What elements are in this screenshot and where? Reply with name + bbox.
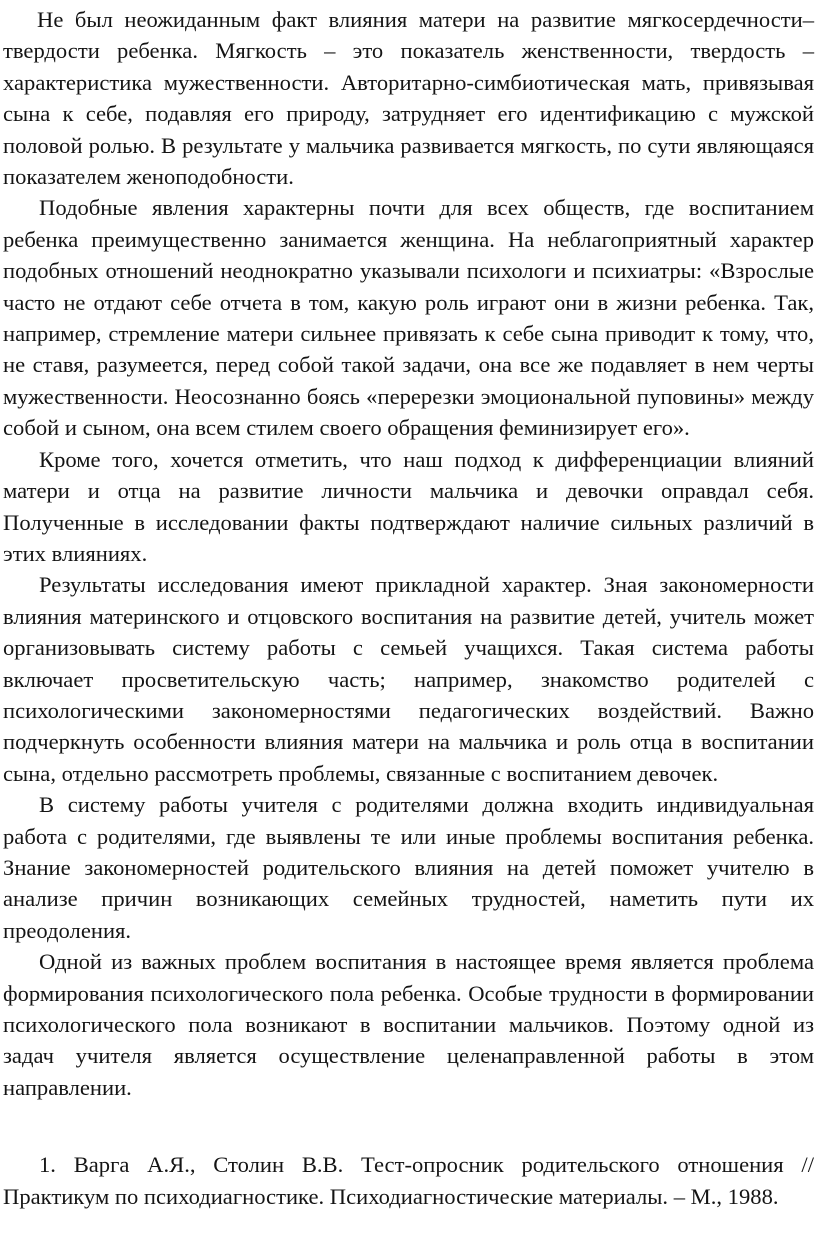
paragraph-5: В систему работы учителя с родителями должна входить индивидуальная работа с родителями, где выявлены те или иные проблемы воспитания ребенка. Знание закономерностей родительского влияния на детей поможет учителю в анализе причин возникающих семейных трудностей, наметить пути их преодоления. [3,792,814,943]
section-gap [3,1103,814,1149]
paragraph-2: Подобные явления характерны почти для всех обществ, где воспитанием ребенка преимущественно занимается женщина. На неблагоприятный характер подобных отношений неоднократно указывали психологи и психиатры: «Взрослые часто не отдают себе отчета в том, какую роль играют они в жизни ребенка. Так, например, стремление матери сильнее привязать к себе сына приводит к тому, что, не ставя, разумеется, перед собой такой задачи, она все же подавляет в нем черты мужественности. Неосознанно боясь «перерезки эмоциональной пуповины» между собой и сыном, она всем стилем своего обращения феминизирует его». [3,195,814,441]
reference-item-1: 1. Варга А.Я., Столин В.В. Тест-опросник родительского отношения // Практикум по психодиагностике. Психодиагностические материалы. – М., 1988. [3,1152,814,1209]
paragraph-1: Не был неожиданным факт влияния матери на развитие мягкосердечности–твердости ребенка. Мягкость – это показатель женственности, твердость – характеристика мужественности. Авторитарно-симбиотическая мать, привязывая сына к себе, подавляя его природу, затрудняет его идентификацию с мужской половой ролью. В результате у мальчика развивается мягкость, по сути являющаяся показателем женоподобности. [3,7,814,190]
paragraph-3: Кроме того, хочется отметить, что наш подход к дифференциации влияний матери и отца на развитие личности мальчика и девочки оправдал себя. Полученные в исследовании факты подтверждают наличие сильных различий в этих влияниях. [3,446,814,566]
paragraph-4: Результаты исследования имеют прикладной характер. Зная закономерности влияния материнского и отцовского воспитания на развитие детей, учитель может организовывать систему работы с семьей учащихся. Такая система работы включает просветительскую часть; например, знакомство родителей с психологическими закономерностями педагогических воздействий. Важно подчеркнуть особенности влияния матери на мальчика и роль отца в воспитании сына, отдельно рассмотреть проблемы, связанные с воспитанием девочек. [3,572,814,786]
paragraph-6: Одной из важных проблем воспитания в настоящее время является проблема формирования психологического пола ребенка. Особые трудности в формировании психологического пола возникают в воспитании мальчиков. Поэтому одной из задач учителя является осуществление целенаправленной работы в этом направлении. [3,949,814,1100]
